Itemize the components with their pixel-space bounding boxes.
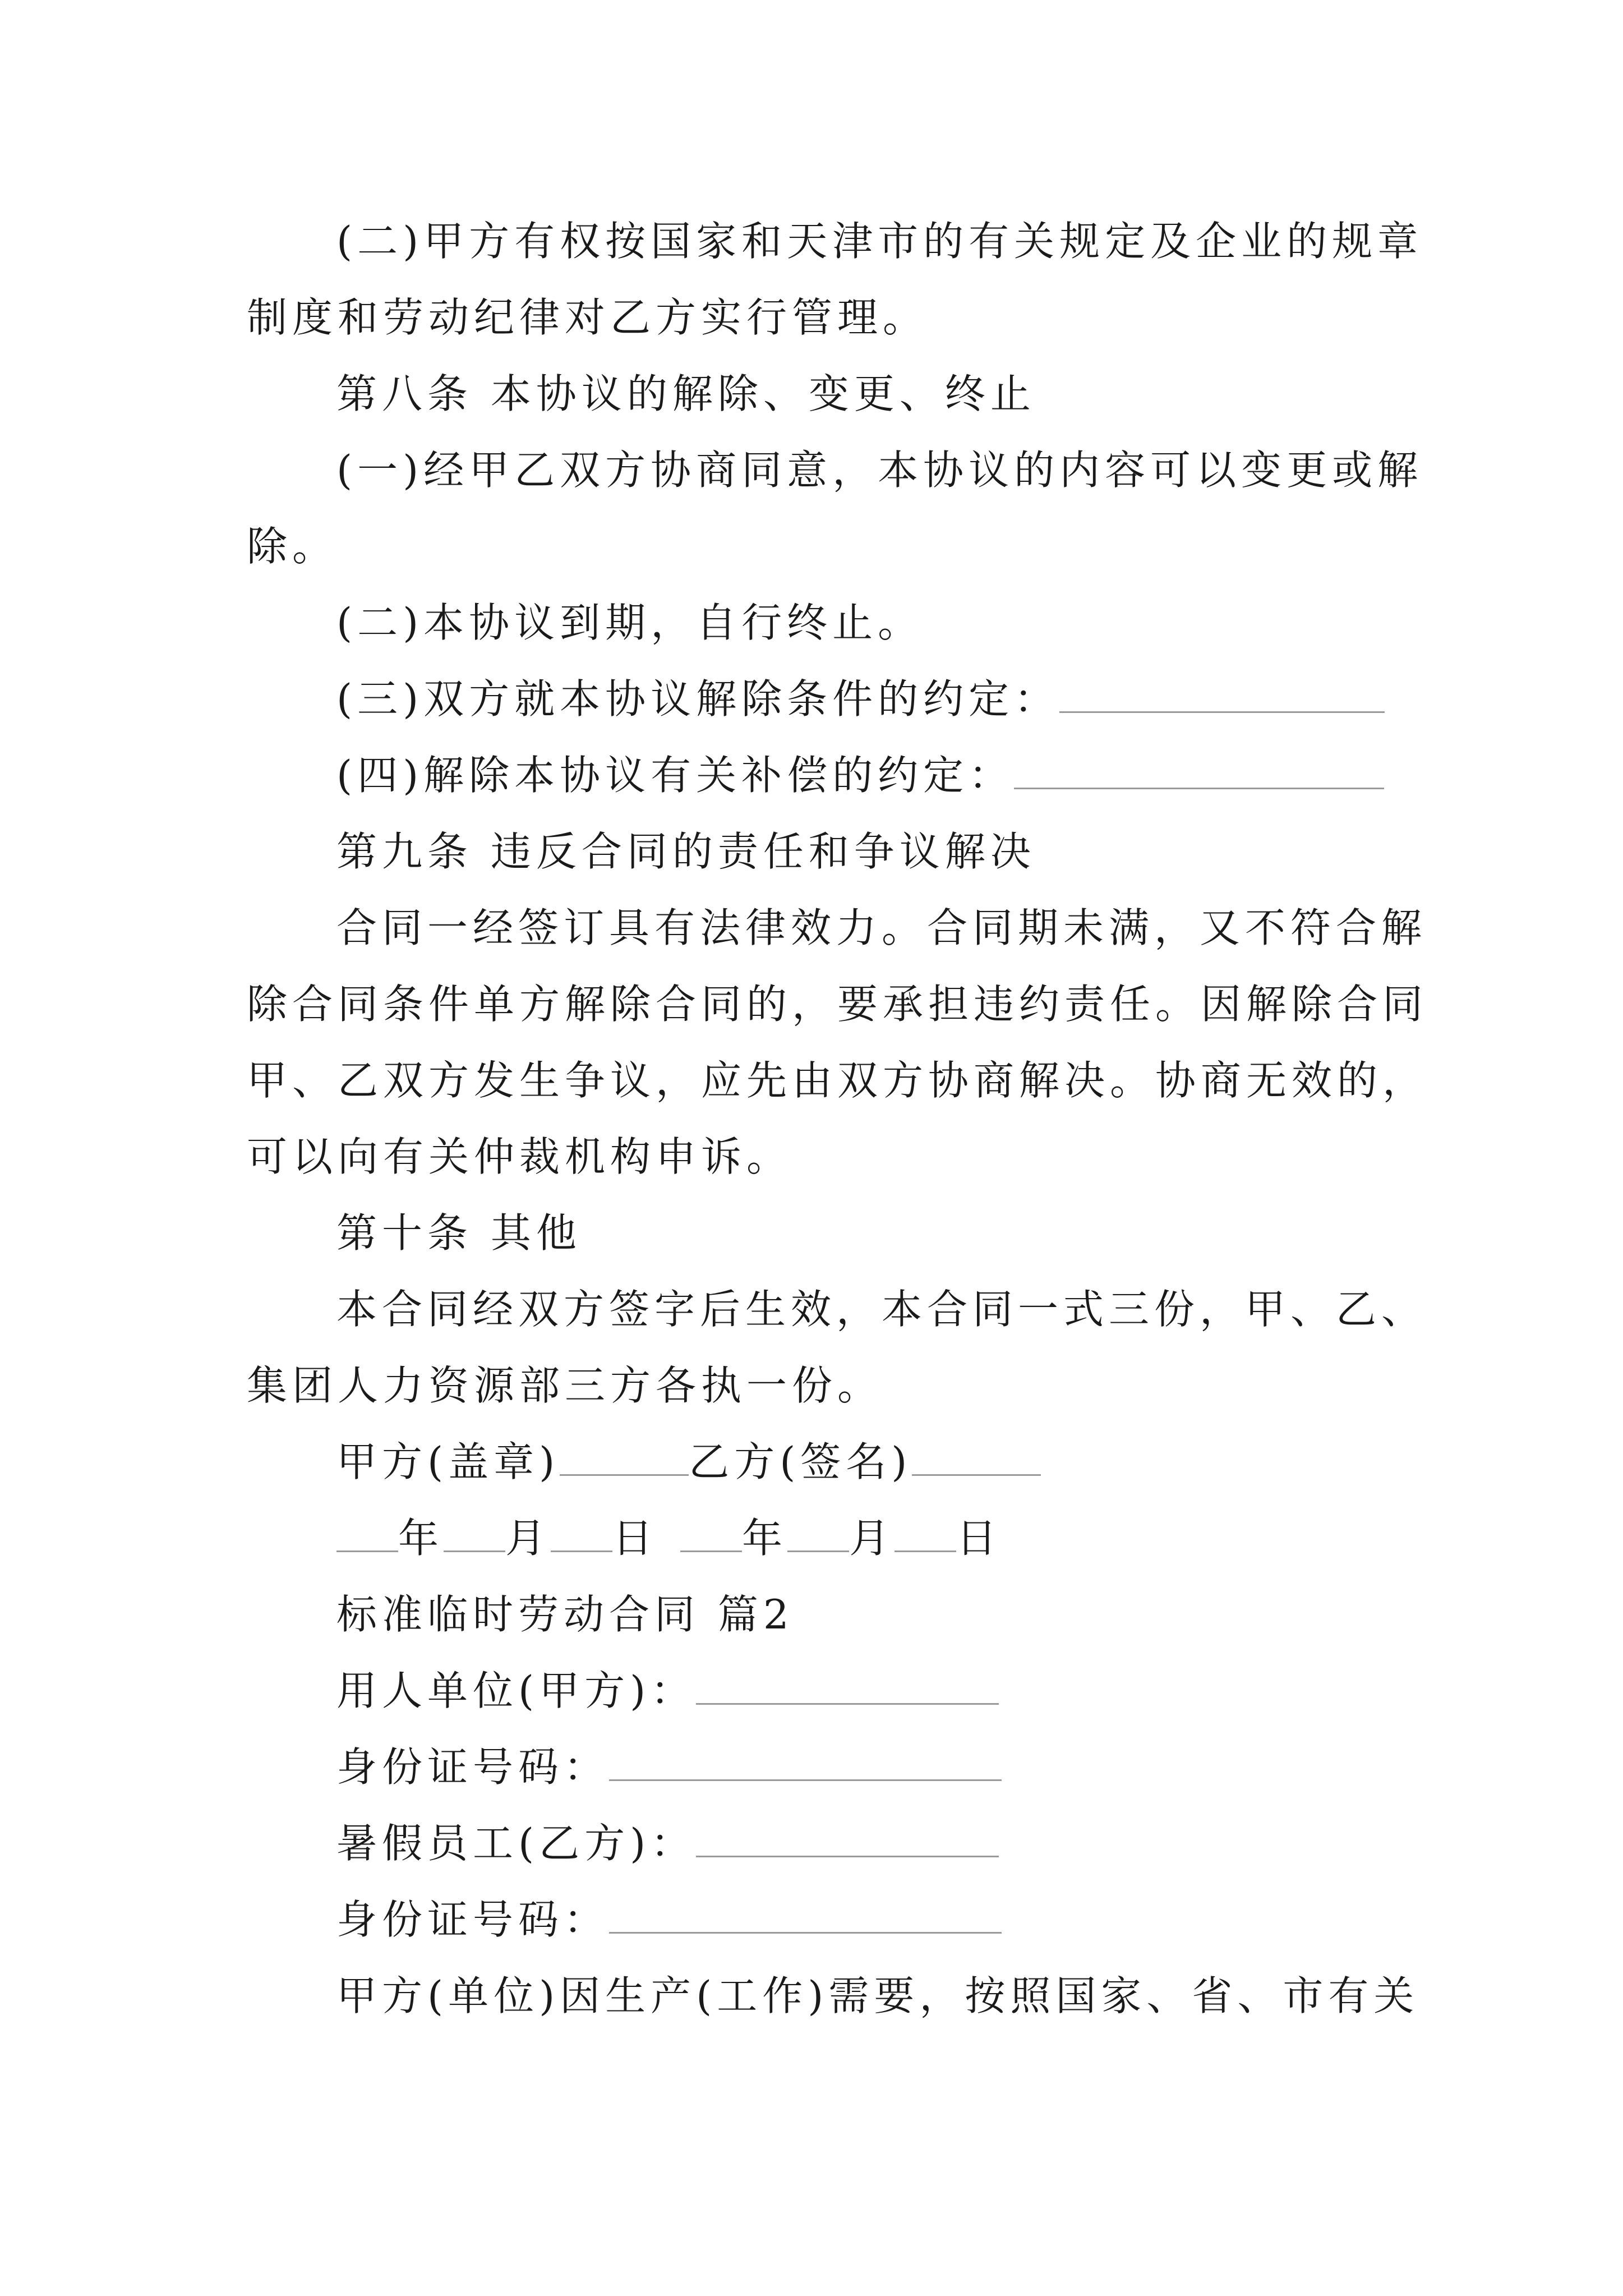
party-b-label: 乙方(签名)	[689, 1438, 912, 1485]
paragraph-line: (二)甲方有权按国家和天津市的有关规定及企业的规章	[336, 218, 1423, 265]
paragraph-line: 除合同条件单方解除合同的，要承担违约责任。因解除合同	[247, 981, 1428, 1028]
employee-label: 暑假员工(乙方)：	[336, 1820, 697, 1867]
section-title: 标准临时劳动合同 篇2	[336, 1591, 794, 1638]
month-label: 月	[849, 1515, 895, 1562]
paragraph-line: 除。	[247, 523, 338, 570]
form-field-line	[336, 1821, 999, 1866]
form-field-line	[336, 1897, 1002, 1942]
year-blank[interactable]	[336, 1516, 398, 1552]
paragraph-line-with-blank	[336, 677, 1385, 721]
day-blank[interactable]	[895, 1516, 956, 1552]
year-blank[interactable]	[680, 1516, 742, 1552]
month-blank[interactable]	[444, 1516, 505, 1552]
signature-line	[336, 1439, 1041, 1484]
day-label: 日	[612, 1515, 658, 1562]
year-label: 年	[742, 1515, 788, 1562]
party-a-label: 甲方(盖章)	[336, 1438, 560, 1485]
article-heading: 第九条 违反合同的责任和争议解决	[336, 828, 1036, 875]
employer-blank[interactable]	[696, 1668, 999, 1705]
paragraph-line: 甲方(单位)因生产(工作)需要，按照国家、省、市有关	[336, 1972, 1419, 2019]
id-label: 身份证号码：	[336, 1896, 610, 1943]
paragraph-line: (二)本协议到期，自行终止。	[336, 599, 924, 646]
paragraph-line: 合同一经签订具有法律效力。合同期未满，又不符合解	[336, 904, 1427, 951]
date-line	[336, 1516, 1002, 1561]
paragraph-line: 可以向有关仲裁机构申诉。	[247, 1133, 792, 1180]
id-blank[interactable]	[609, 1897, 1002, 1934]
month-blank[interactable]	[787, 1516, 849, 1552]
year-label: 年	[398, 1515, 444, 1562]
party-b-blank[interactable]	[912, 1439, 1041, 1476]
paragraph-line: 制度和劳动纪律对乙方实行管理。	[247, 294, 929, 341]
clause-text: (三)双方就本协议解除条件的约定：	[336, 675, 1060, 723]
clause-text: (四)解除本协议有关补偿的约定：	[336, 752, 1015, 799]
form-field-line	[336, 1745, 1002, 1789]
paragraph-line: 本合同经双方签字后生效，本合同一式三份，甲、乙、	[336, 1286, 1427, 1333]
employer-label: 用人单位(甲方)：	[336, 1667, 697, 1714]
paragraph-line: 甲、乙双方发生争议，应先由双方协商解决。协商无效的，	[247, 1057, 1428, 1104]
employee-blank[interactable]	[696, 1821, 999, 1857]
paragraph-line: (一)经甲乙双方协商同意，本协议的内容可以变更或解	[336, 447, 1423, 494]
article-heading: 第八条 本协议的解除、变更、终止	[336, 370, 1036, 417]
paragraph-line-with-blank	[336, 753, 1384, 798]
id-label: 身份证号码：	[336, 1743, 610, 1791]
paragraph-line: 集团人力资源部三方各执一份。	[247, 1362, 883, 1409]
day-label: 日	[956, 1515, 1002, 1562]
fill-in-blank[interactable]	[1014, 753, 1384, 789]
article-heading: 第十条 其他	[336, 1209, 582, 1257]
day-blank[interactable]	[551, 1516, 612, 1552]
id-blank[interactable]	[609, 1745, 1002, 1781]
month-label: 月	[505, 1515, 551, 1562]
fill-in-blank[interactable]	[1059, 677, 1385, 713]
party-a-blank[interactable]	[560, 1439, 689, 1476]
form-field-line	[336, 1668, 999, 1713]
